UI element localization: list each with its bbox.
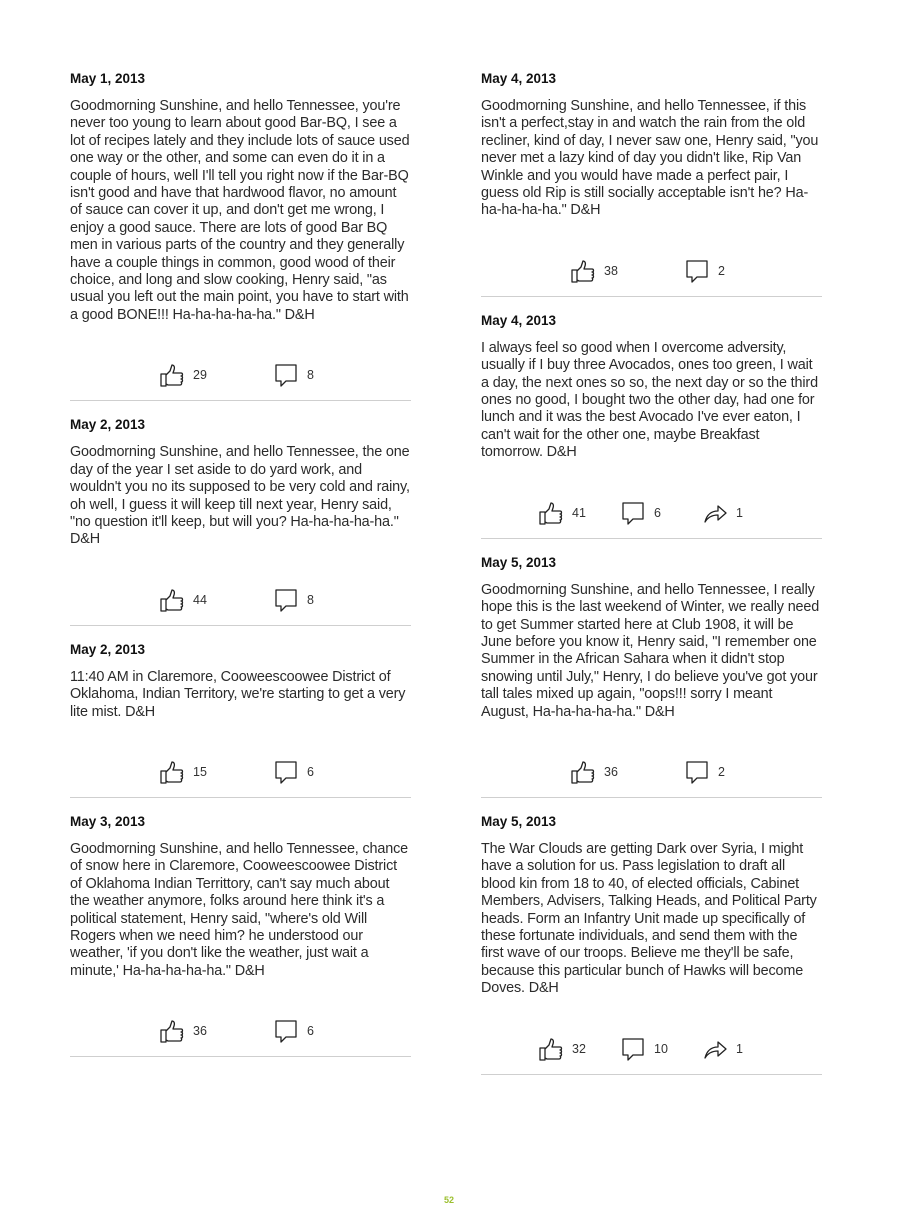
post xyxy=(70,415,411,625)
comment-bubble-icon xyxy=(273,362,299,388)
page-number: 52 xyxy=(443,1195,454,1205)
post-actions xyxy=(481,747,822,797)
post-date: May 5, 2013 xyxy=(481,554,557,570)
post-actions xyxy=(70,575,411,625)
like-button[interactable] xyxy=(159,1018,207,1044)
share-arrow-icon xyxy=(702,500,728,526)
like-count: 41 xyxy=(572,505,586,520)
comment-bubble-icon xyxy=(684,258,710,284)
like-button[interactable] xyxy=(538,500,586,526)
like-count: 29 xyxy=(193,368,207,383)
post xyxy=(481,553,822,798)
like-button[interactable] xyxy=(159,362,207,388)
post-actions xyxy=(70,350,411,400)
like-button[interactable] xyxy=(570,258,618,284)
like-button[interactable] xyxy=(159,759,207,785)
thumbs-up-icon xyxy=(159,587,185,613)
comment-count: 10 xyxy=(654,1041,668,1056)
comment-button[interactable] xyxy=(620,500,661,526)
share-button[interactable] xyxy=(702,1036,743,1062)
post-text: 11:40 AM in Claremore, Cooweescoowee District of Oklahoma, Indian Territory, we're starting to get a very lite mist. D&H xyxy=(70,668,406,720)
comment-bubble-icon xyxy=(273,1018,299,1044)
comment-button[interactable] xyxy=(684,258,725,284)
comment-bubble-icon xyxy=(620,500,646,526)
comment-bubble-icon xyxy=(620,1036,646,1062)
post-actions xyxy=(481,488,822,538)
comment-button[interactable] xyxy=(273,759,314,785)
comment-bubble-icon xyxy=(273,759,299,785)
comment-count: 8 xyxy=(307,368,314,383)
thumbs-up-icon xyxy=(159,362,185,388)
right-column xyxy=(481,69,822,1075)
share-arrow-icon xyxy=(702,1036,728,1062)
post-text: Goodmorning Sunshine, and hello Tennessee, you're never too young to learn about good Bar-BQ, I see a lot of recipes lately and they include lots of sauce used one way or the other, and some can even do it in a couple of hours, well I'll tell you right now if the Bar-BQ isn't good and have that hardwood flavor, no amount of sauce can cover it up, and don't get me wrong, I enjoy a good sauce. There are lots of good Bar BQ men in various parts of the country and they generally have a couple things in common, good wood of their choice, and long and slow cooking, Henry said, "as usual you left out the main point, you have to start with a good BONE!!! Ha-ha-ha-ha-ha." D&H xyxy=(70,98,410,323)
thumbs-up-icon xyxy=(570,258,596,284)
post-date: May 2, 2013 xyxy=(70,417,146,433)
post xyxy=(481,812,822,1075)
like-button[interactable] xyxy=(159,587,207,613)
post xyxy=(70,69,411,401)
post-text: Goodmorning Sunshine, and hello Tennessee, chance of snow here in Claremore, Cooweescoowee District of Oklahoma Indian Territtory, can't say much about the weather anymore, folks around here think it's a political statement, Henry said, "where's old Will Rogers when we need him? he understood our weather, 'if you don't like the weather, just wait a minute,' Ha-ha-ha-ha-ha." D&H xyxy=(70,840,409,979)
post-actions xyxy=(481,1024,822,1074)
comment-count: 8 xyxy=(307,592,314,607)
comment-button[interactable] xyxy=(273,587,314,613)
post-date: May 5, 2013 xyxy=(481,813,557,829)
comment-button[interactable] xyxy=(273,362,314,388)
like-button[interactable] xyxy=(570,759,618,785)
like-count: 32 xyxy=(572,1041,586,1056)
post-date: May 4, 2013 xyxy=(481,71,557,86)
post-actions xyxy=(70,747,411,797)
thumbs-up-icon xyxy=(538,500,564,526)
like-count: 15 xyxy=(193,764,207,779)
share-count: 1 xyxy=(736,1041,743,1056)
thumbs-up-icon xyxy=(570,759,596,785)
thumbs-up-icon xyxy=(159,1018,185,1044)
left-column xyxy=(70,69,411,1057)
like-count: 38 xyxy=(604,263,618,278)
like-button[interactable] xyxy=(538,1036,586,1062)
comment-button[interactable] xyxy=(273,1018,314,1044)
post-date: May 4, 2013 xyxy=(481,312,557,328)
thumbs-up-icon xyxy=(538,1036,564,1062)
post xyxy=(70,640,411,798)
like-count: 36 xyxy=(604,764,618,779)
like-count: 36 xyxy=(193,1024,207,1039)
comment-button[interactable] xyxy=(620,1036,668,1062)
post-text: Goodmorning Sunshine, and hello Tennessee, if this isn't a perfect,stay in and watch the rain from the old recliner, kind of day, I never saw one, Henry said, "you never met a lazy kind of day you didn't like, Rip Van Winkle and you would have made a perfect pair, I guess old Rip is still socially acceptable isn't he? Ha-ha-ha-ha-ha." D&H xyxy=(481,98,819,219)
post xyxy=(70,812,411,1057)
comment-count: 6 xyxy=(654,505,661,520)
comment-button[interactable] xyxy=(684,759,725,785)
like-count: 44 xyxy=(193,592,207,607)
comment-count: 6 xyxy=(307,764,314,779)
comment-count: 2 xyxy=(718,764,725,779)
post xyxy=(481,311,822,539)
thumbs-up-icon xyxy=(159,759,185,785)
post-actions xyxy=(70,1006,411,1056)
post-text: Goodmorning Sunshine, and hello Tennessee, I really hope this is the last weekend of Winter, we really need to get Summer started here at Club 1908, it will be June before you know it, Henry said, "I remember one Summer in the African Sahara when it didn't stop snowing until July," Henry, I do believe you've got your tall tales mixed up again, "oops!!! sorry I meant August, Ha-ha-ha-ha-ha." D&H xyxy=(481,581,820,720)
comment-bubble-icon xyxy=(684,759,710,785)
comment-bubble-icon xyxy=(273,587,299,613)
post-text: Goodmorning Sunshine, and hello Tennessee, the one day of the year I set aside to do yard work, and wouldn't you no its supposed to be very cold and rainy, oh well, I guess it will keep till next year, Henry said, "no question it'll keep, but will you? Ha-ha-ha-ha-ha." D&H xyxy=(70,444,410,548)
post-actions xyxy=(481,246,822,296)
post-date: May 2, 2013 xyxy=(70,641,146,657)
post-text: The War Clouds are getting Dark over Syria, I might have a solution for us. Pass legislation to draft all blood kin from 18 to 40, of elected officials, Cabinet Members, Advisers, Talking Heads, and Political Party heads. Form an Infantry Unit made up specifically of these fortunate individuals, and send them with the first wave of our troops. Believe me they'll be safe, because this particular bunch of Hawks will become Doves. D&H xyxy=(481,840,817,997)
comment-count: 2 xyxy=(718,263,725,278)
post xyxy=(481,69,822,297)
share-count: 1 xyxy=(736,505,743,520)
comment-count: 6 xyxy=(307,1024,314,1039)
post-date: May 3, 2013 xyxy=(70,813,146,829)
post-text: I always feel so good when I overcome adversity, usually if I buy three Avocados, ones too green, I wait a day, the next ones so so, the next day or so the third ones no good, I bought two the other day, had one for lunch and it was the best Avocado I've ever eaton, I can't wait for the other one, maybe Breakfast tomorrow. D&H xyxy=(481,339,818,461)
share-button[interactable] xyxy=(702,500,743,526)
post-date: May 1, 2013 xyxy=(70,71,146,86)
